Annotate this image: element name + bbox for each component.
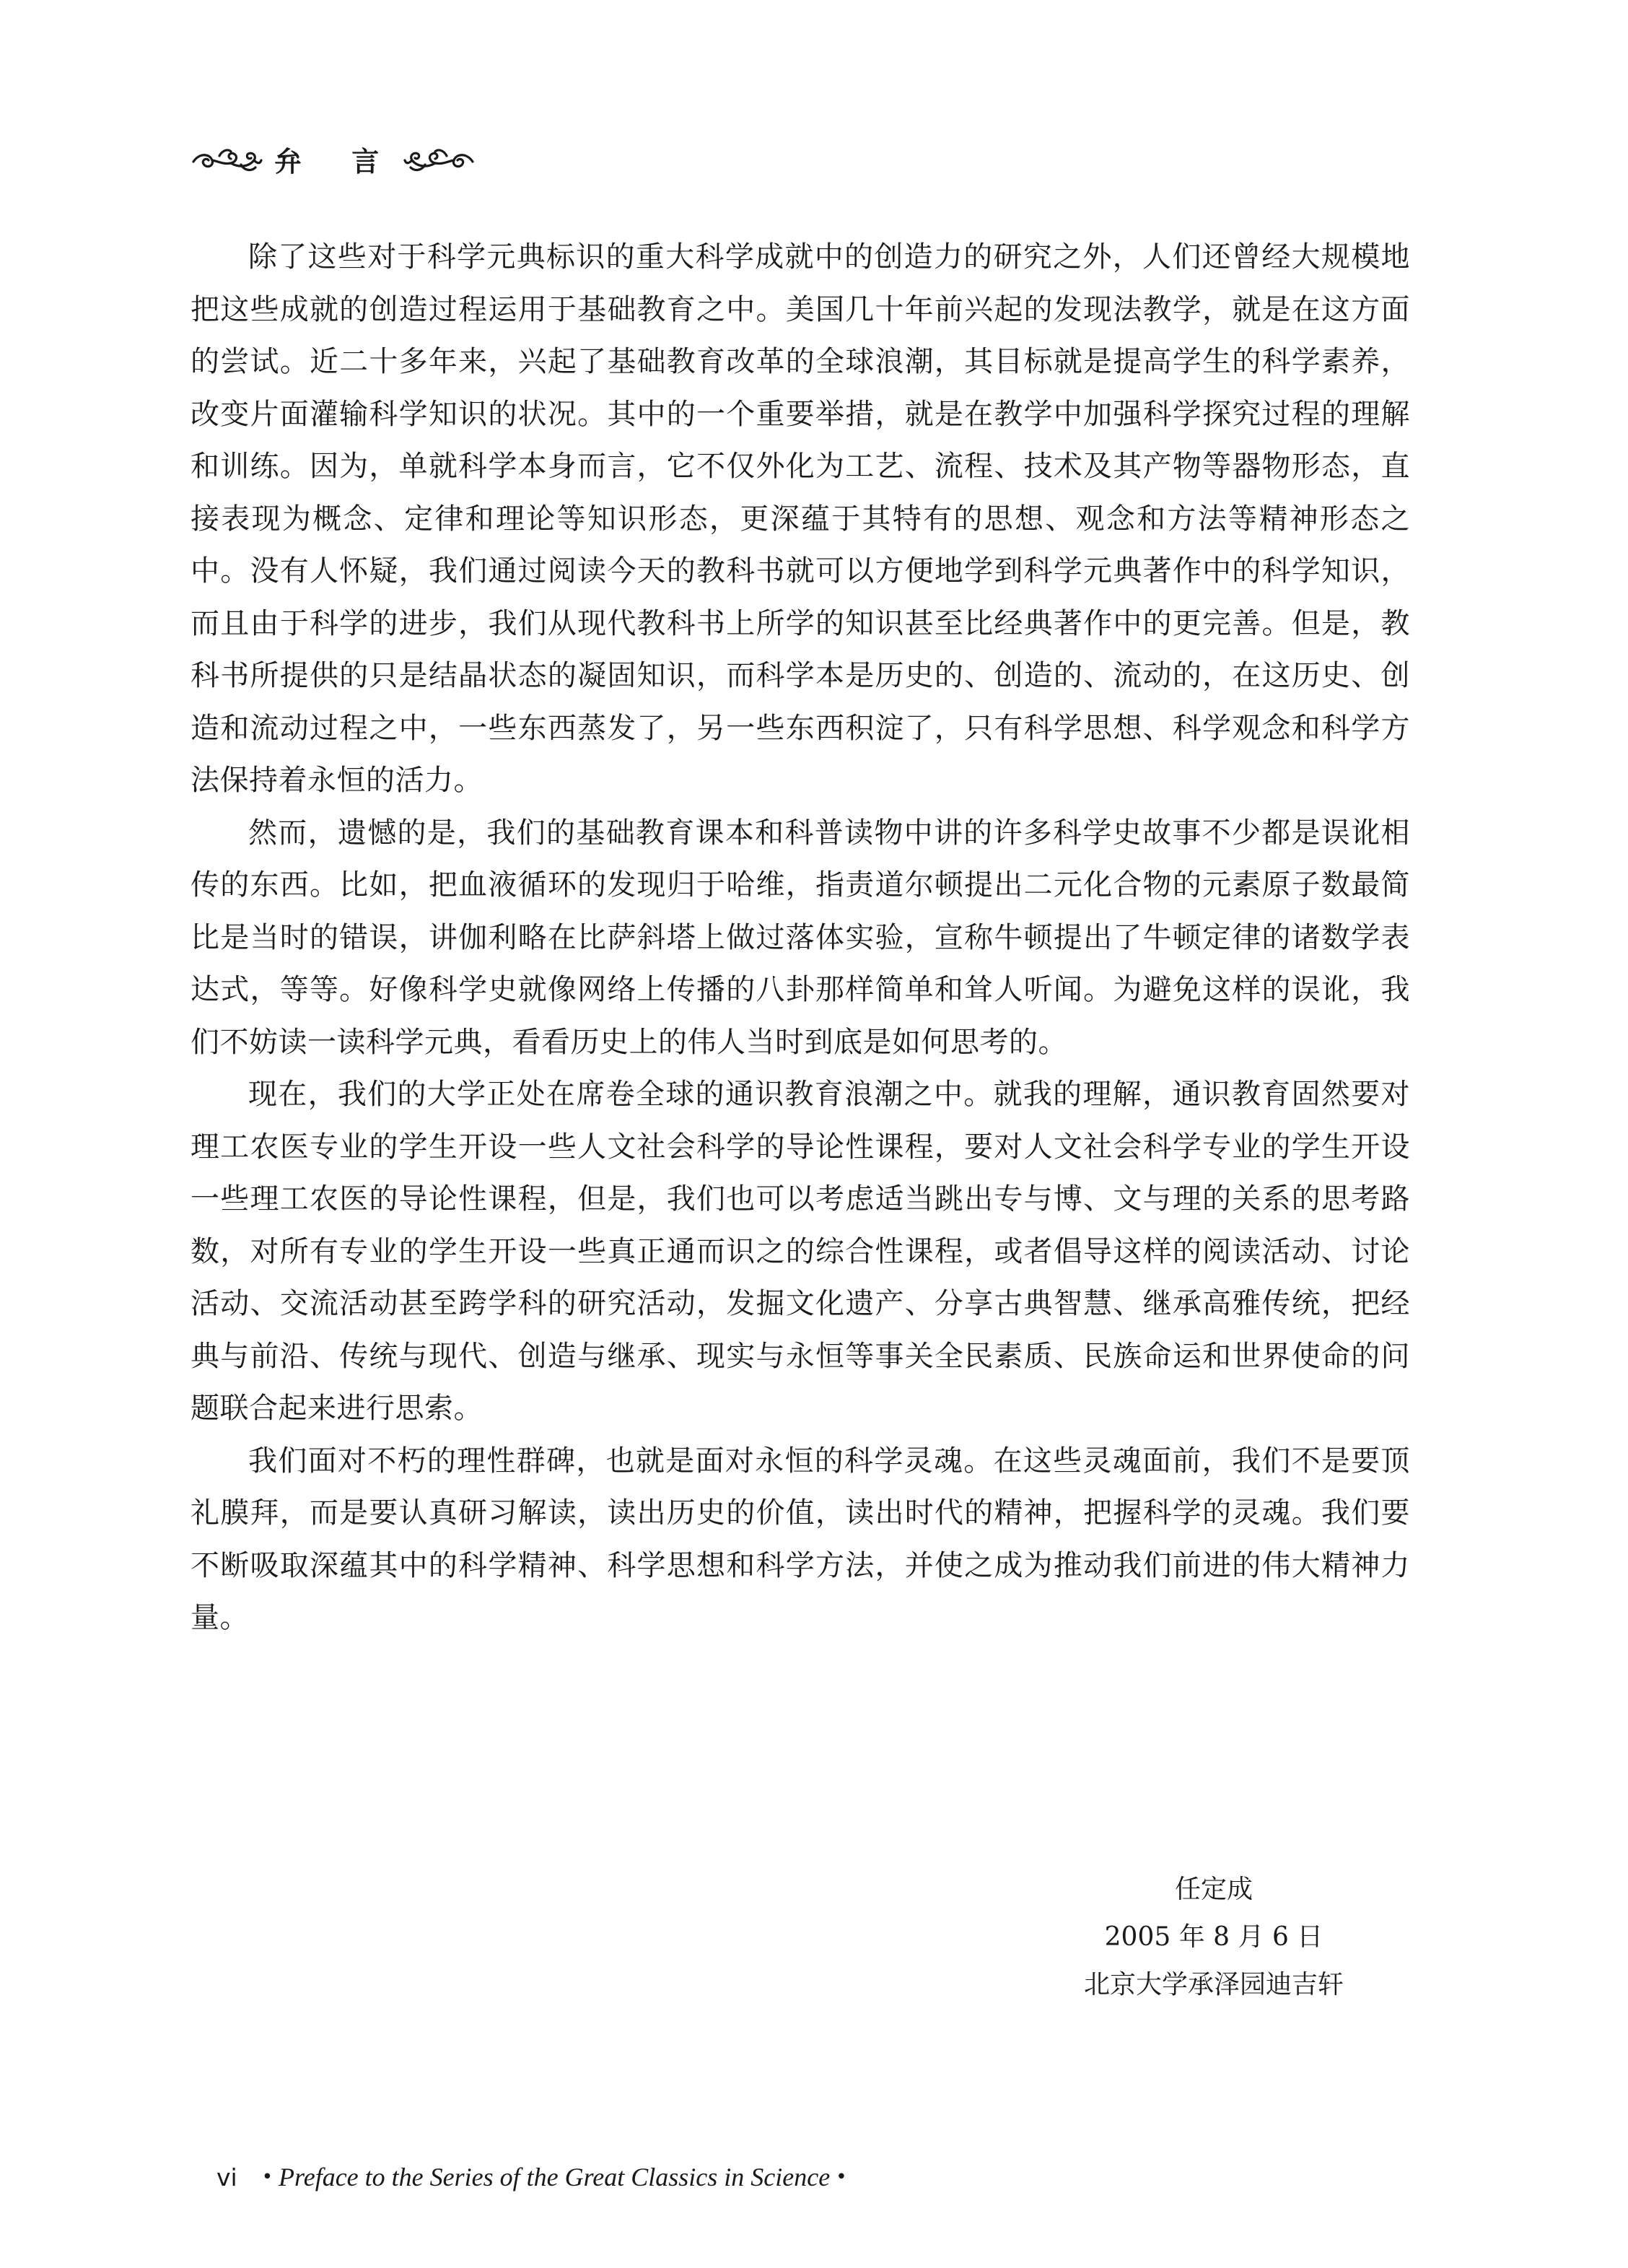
signature-date: 2005 年 8 月 6 日 (1104, 1922, 1323, 1952)
paragraph: 我们面对不朽的理性群碑，也就是面对永恒的科学灵魂。在这些灵魂面前，我们不是要顶礼膜拜，而是要认真研习解读，读出历史的价值，读出时代的精神，把握科学的灵魂。我们要不断吸取深蕴其中的科学精神、科学思想和科学方法，并使之成为推动我们前进的伟大精神力量。 (191, 1444, 1410, 1634)
running-footer (216, 2162, 853, 2192)
body-text (191, 231, 1410, 1644)
scroll-ornament-icon (403, 143, 476, 175)
paragraph: 然而，遗憾的是，我们的基础教育课本和科普读物中讲的许多科学史故事不少都是误讹相传的东西。比如，把血液循环的发现归于哈维，指责道尔顿提出二元化合物的元素原子数最简比是当时的错误，讲伽利略在比萨斜塔上做过落体实验，宣称牛顿提出了牛顿定律的诸数学表达式，等等。好像科学史就像网络上传播的八卦那样简单和耸人听闻。为避免这样的误讹，我们不妨读一读科学元典，看看历史上的伟人当时到底是如何思考的。 (191, 816, 1410, 1059)
running-header (191, 137, 476, 180)
signature-place: 北京大学承泽园迪吉轩 (1083, 1970, 1344, 1999)
bullet-icon: • (836, 2166, 847, 2188)
paragraph: 除了这些对于科学元典标识的重大科学成就中的创造力的研究之外，人们还曾经大规模地把这些成就的创造过程运用于基础教育之中。美国几十年前兴起的发现法教学，就是在这方面的尝试。近二十多年来，兴起了基础教育改革的全球浪潮，其目标就是提高学生的科学素养，改变片面灌输科学知识的状况。其中的一个重要举措，就是在教学中加强科学探究过程的理解和训练。因为，单就科学本身而言，它不仅外化为工艺、流程、技术及其产物等器物形态，直接表现为概念、定律和理论等知识形态，更深蕴于其特有的思想、观念和方法等精神形态之中。没有人怀疑，我们通过阅读今天的教科书就可以方便地学到科学元典著作中的科学知识，而且由于科学的进步，我们从现代教科书上所学的知识甚至比经典著作中的更完善。但是，教科书所提供的只是结晶状态的凝固知识，而科学本是历史的、创造的、流动的，在这历史、创造和流动过程之中，一些东西蒸发了，另一些东西积淀了，只有科学思想、科学观念和科学方法保持着永恒的活力。 (191, 240, 1410, 797)
author-name: 任定成 (1174, 1875, 1253, 1904)
paragraph: 现在，我们的大学正处在席卷全球的通识教育浪潮之中。就我的理解，通识教育固然要对理工农医专业的学生开设一些人文社会科学的导论性课程，要对人文社会科学专业的学生开设一些理工农医的导论性课程，但是，我们也可以考虑适当跳出专与博、文与理的关系的思考路数，对所有专业的学生开设一些真正通而识之的综合性课程，或者倡导这样的阅读活动、讨论活动、交流活动甚至跨学科的研究活动，发掘文化遗产、分享古典智慧、继承高雅传统，把经典与前沿、传统与现代、创造与继承、现实与永恒等事关全民素质、民族命运和世界使命的问题联合起来进行思索。 (191, 1078, 1410, 1425)
book-series-title: Preface to the Series of the Great Classics in Science (279, 2163, 831, 2191)
page-number: vi (216, 2163, 237, 2191)
scroll-ornament-icon (191, 143, 263, 175)
section-title: 弁 言 (274, 145, 400, 178)
bullet-icon: • (261, 2166, 273, 2188)
signature-block (1084, 1866, 1344, 2009)
